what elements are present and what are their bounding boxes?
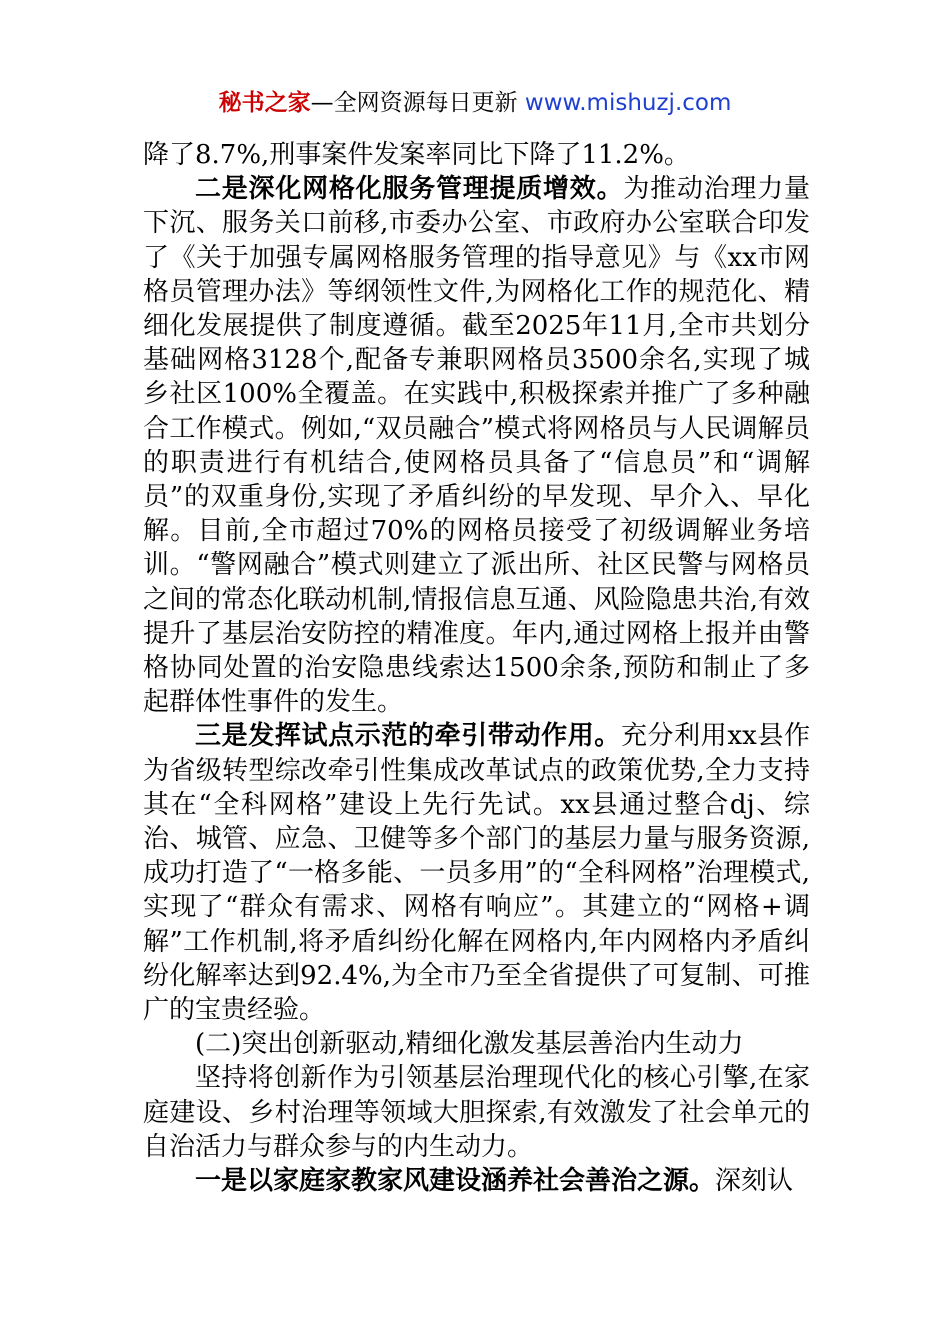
section-heading-text: (二)突出创新驱动,精细化激发基层善治内生动力 — [195, 1029, 744, 1060]
site-tagline: —全网资源每日更新 — [310, 90, 525, 116]
paragraph-text: 坚持将创新作为引领基层治理现代化的核心引擎,在家庭建设、乡村治理等领域大胆探索,有效激发了社会单元的自治活力与群众参与的内生动力。 — [143, 1063, 810, 1162]
paragraph-text: 降了8.7%,刑事案件发案率同比下降了11.2%。 — [143, 140, 690, 170]
paragraph-text: 为推动治理力量下沉、服务关口前移,市委办公室、市政府办公室联合印发了《关于加强专属网格服务管理的指导意见》与《xx市网格员管理办法》等纲领性文件,为网格化工作的规范化、精细化发展提供了制度遵循。截至2025年11月,全市共划分基础网格3128个,配备专兼职网格员3500余名,实现了城乡社区100%全覆盖。在实践中,积极探索并推广了多种融合工作模式。例如,“双员融合”模式将网格员与人民调解员的职责进行有机结合,使网格员具备了“信息员”和“调解员”的双重身份,实现了矛盾纠纷的早发现、早介入、早化解。目前,全市超过70%的网格员接受了初级调解业务培训。“警网融合”模式则建立了派出所、社区民警与网格员之间的常态化联动机制,情报信息互通、风险隐患共治,有效提升了基层治安防控的精准度。年内,通过网格上报并由警格协同处置的治安隐患线索达1500余条,预防和制止了多起群体性事件的发生。 — [143, 174, 810, 718]
paragraph-continuation — [143, 138, 810, 172]
paragraph-grid-management — [143, 172, 810, 719]
paragraph-text: 深刻认 — [715, 1166, 794, 1197]
paragraph-lead: 二是深化网格化服务管理提质增效。 — [195, 174, 624, 205]
paragraph-lead: 一是以家庭家教家风建设涵养社会善治之源。 — [195, 1166, 716, 1197]
paragraph-innovation — [143, 1061, 810, 1164]
site-url-link[interactable]: www.mishuzj.com — [524, 90, 732, 116]
site-brand: 秘书之家 — [218, 90, 311, 116]
paragraph-pilot-demonstration — [143, 719, 810, 1027]
paragraph-lead: 三是发挥试点示范的牵引带动作用。 — [195, 721, 621, 752]
paragraph-text: 充分利用xx县作为省级转型综改牵引性集成改革试点的政策优势,全力支持其在“全科网格”建设上先行先试。xx县通过整合dj、综治、城管、应急、卫健等多个部门的基层力量与服务资源,成功打造了“一格多能、一员多用”的“全科网格”治理模式,实现了“群众有需求、网格有响应”。其建立的“网格+调解”工作机制,将矛盾纠纷化解在网格内,年内网格内矛盾纠纷化解率达到92.4%,为全市乃至全省提供了可复制、可推广的宝贵经验。 — [143, 721, 810, 1026]
paragraph-family-values — [143, 1164, 810, 1198]
section-heading — [143, 1027, 810, 1061]
site-header — [0, 86, 950, 120]
document-body — [143, 138, 810, 1198]
